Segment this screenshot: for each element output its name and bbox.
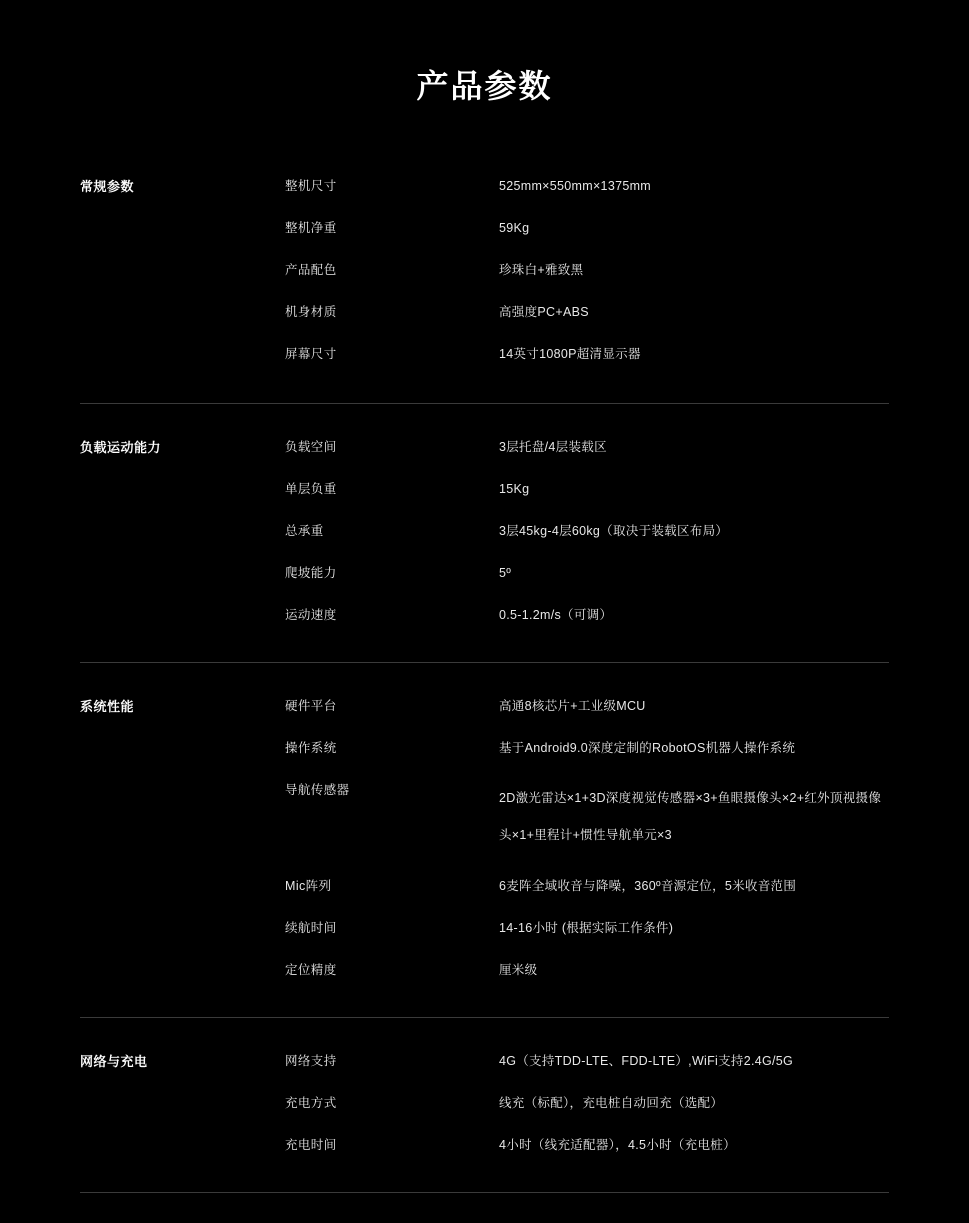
- spec-row: [285, 685, 889, 727]
- spec-row: [285, 907, 889, 949]
- spec-row-label: 负载空间: [285, 439, 337, 454]
- group-spacer: [80, 404, 889, 426]
- spec-row: [285, 552, 889, 594]
- spec-row-label: 整机净重: [285, 220, 337, 235]
- spec-row-value: 14英寸1080P超清显示器: [499, 346, 641, 361]
- spec-row-label: 定位精度: [285, 962, 337, 977]
- spec-row-label: 整机尺寸: [285, 178, 337, 193]
- spec-row-label: 总承重: [285, 523, 324, 538]
- spec-group-title: 常规参数: [80, 178, 135, 194]
- spec-row-label: 爬坡能力: [285, 565, 337, 580]
- spec-group-rows: [285, 165, 889, 375]
- group-spacer: [80, 663, 889, 685]
- spec-row-label: 单层负重: [285, 481, 337, 496]
- spec-row-value: 4G（支持TDD-LTE、FDD-LTE）,WiFi支持2.4G/5G: [499, 1053, 794, 1068]
- spec-row-value: 3层45kg-4层60kg（取决于装载区布局）: [499, 523, 729, 538]
- spec-group-general: [80, 165, 889, 404]
- spec-row-label: 充电方式: [285, 1095, 337, 1110]
- spec-row: [285, 426, 889, 468]
- spec-row-label: 机身材质: [285, 304, 337, 319]
- spec-row: [285, 949, 889, 991]
- spec-row-value: 15Kg: [499, 481, 530, 496]
- spec-row-label: 充电时间: [285, 1137, 337, 1152]
- spec-row: [285, 291, 889, 333]
- spec-row: [285, 333, 889, 375]
- page-bottom-spacer: [80, 1193, 889, 1223]
- spec-group-rows: [285, 685, 889, 991]
- spec-row-value: 高强度PC+ABS: [499, 304, 589, 319]
- spec-row-value: 0.5-1.2m/s（可调）: [499, 607, 613, 622]
- spec-group-system-performance: [80, 685, 889, 1018]
- spec-row-value: 2D激光雷达×1+3D深度视觉传感器×3+鱼眼摄像头×2+红外顶视摄像头×1+里程计+惯性导航单元×3: [499, 790, 882, 842]
- spec-group-load-motion: [80, 426, 889, 663]
- spec-row: [285, 249, 889, 291]
- spec-row-value: 525mm×550mm×1375mm: [499, 178, 651, 193]
- spec-row-label: 操作系统: [285, 740, 337, 755]
- spec-row-label: Mic阵列: [285, 878, 332, 893]
- spec-row-label: 导航传感器: [285, 782, 350, 797]
- spec-row: [285, 165, 889, 207]
- spec-row-label: 续航时间: [285, 920, 337, 935]
- spec-row: [285, 207, 889, 249]
- spec-group-rows: [285, 1040, 889, 1166]
- spec-row-value: 厘米级: [499, 962, 538, 977]
- spec-row: [285, 468, 889, 510]
- spec-row: [285, 727, 889, 769]
- spec-row: [285, 1040, 889, 1082]
- spec-row-value: 59Kg: [499, 220, 530, 235]
- spec-group-network-charging: [80, 1040, 889, 1193]
- spec-group-title: 负载运动能力: [80, 439, 162, 455]
- spec-row: [285, 594, 889, 636]
- spec-row-label: 硬件平台: [285, 698, 337, 713]
- spec-row: [285, 865, 889, 907]
- group-spacer: [80, 1018, 889, 1040]
- spec-row-value: 高通8核芯片+工业级MCU: [499, 698, 646, 713]
- spec-row-label: 运动速度: [285, 607, 337, 622]
- spec-row-value: 6麦阵全域收音与降噪，360º音源定位，5米收音范围: [499, 878, 797, 893]
- spec-row-value: 14-16小时 (根据实际工作条件): [499, 920, 674, 935]
- spec-table: [0, 165, 969, 1223]
- spec-row: [285, 769, 889, 865]
- spec-row-value: 3层托盘/4层装载区: [499, 439, 607, 454]
- spec-group-rows: [285, 426, 889, 636]
- page-title: 产品参数: [416, 68, 553, 104]
- spec-row: [285, 510, 889, 552]
- spec-row-value: 5º: [499, 565, 512, 580]
- spec-row: [285, 1082, 889, 1124]
- spec-row-label: 屏幕尺寸: [285, 346, 337, 361]
- spec-row-value: 基于Android9.0深度定制的RobotOS机器人操作系统: [499, 740, 796, 755]
- spec-group-title: 网络与充电: [80, 1053, 148, 1069]
- spec-row-value: 线充（标配），充电桩自动回充（选配）: [499, 1095, 724, 1110]
- spec-row-label: 产品配色: [285, 262, 337, 277]
- spec-row-label: 网络支持: [285, 1053, 337, 1068]
- spec-row-value: 4小时（线充适配器），4.5小时（充电桩）: [499, 1137, 736, 1152]
- spec-row: [285, 1124, 889, 1166]
- spec-group-title: 系统性能: [80, 698, 135, 714]
- spec-row-value: 珍珠白+雅致黑: [499, 262, 584, 277]
